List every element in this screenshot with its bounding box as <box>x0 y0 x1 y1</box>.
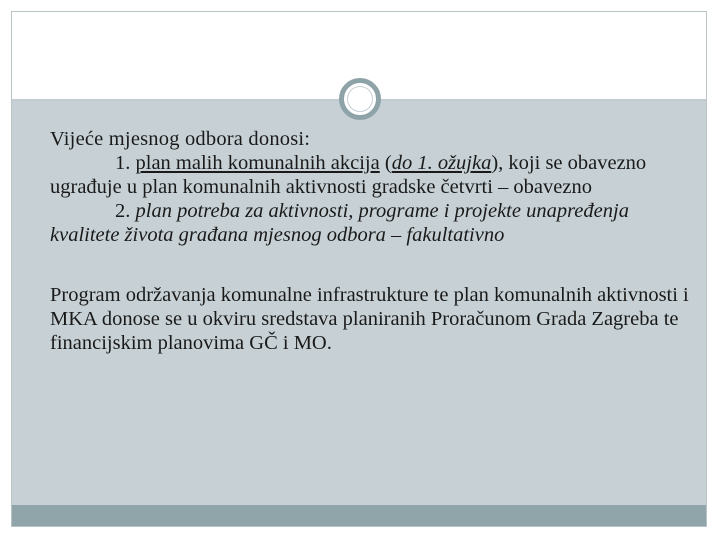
circle-ornament-icon <box>339 78 381 120</box>
circle-ornament-inner <box>347 86 373 112</box>
item-1-underlined-title: plan malih komunalnih akcija <box>135 152 380 174</box>
footer-accent-bar <box>12 505 706 526</box>
item-1-continuation: se obavezno ugrađuje u plan komunalnih aktivnosti gradske četvrti – obavezno <box>50 152 647 198</box>
slide-body-text <box>50 127 690 355</box>
item-2-number: 2. <box>115 200 136 222</box>
program-paragraph: Program održavanja komunalne infrastrukture te plan komunalnih aktivnosti i MKA donose se u okviru sredstava planiranih Proračunom Grada Zagreba te financijskim planovima GČ i MO. <box>50 284 689 354</box>
item-1-paren-open: ( <box>379 152 392 174</box>
item-1-paren-close: ), koji <box>491 152 541 174</box>
list-item-2 <box>50 199 690 247</box>
item-2-continuation: unapređenja kvalitete života građana mjesnog odbora – fakultativno <box>50 200 629 246</box>
section-heading: Vijeće mjesnog odbora donosi: <box>50 128 311 150</box>
item-2-text: plan potreba za aktivnosti, programe i projekte <box>135 200 521 222</box>
item-1-deadline: do 1. ožujka <box>391 152 492 174</box>
item-1-number: 1. <box>115 152 136 174</box>
list-item-1 <box>50 151 690 199</box>
